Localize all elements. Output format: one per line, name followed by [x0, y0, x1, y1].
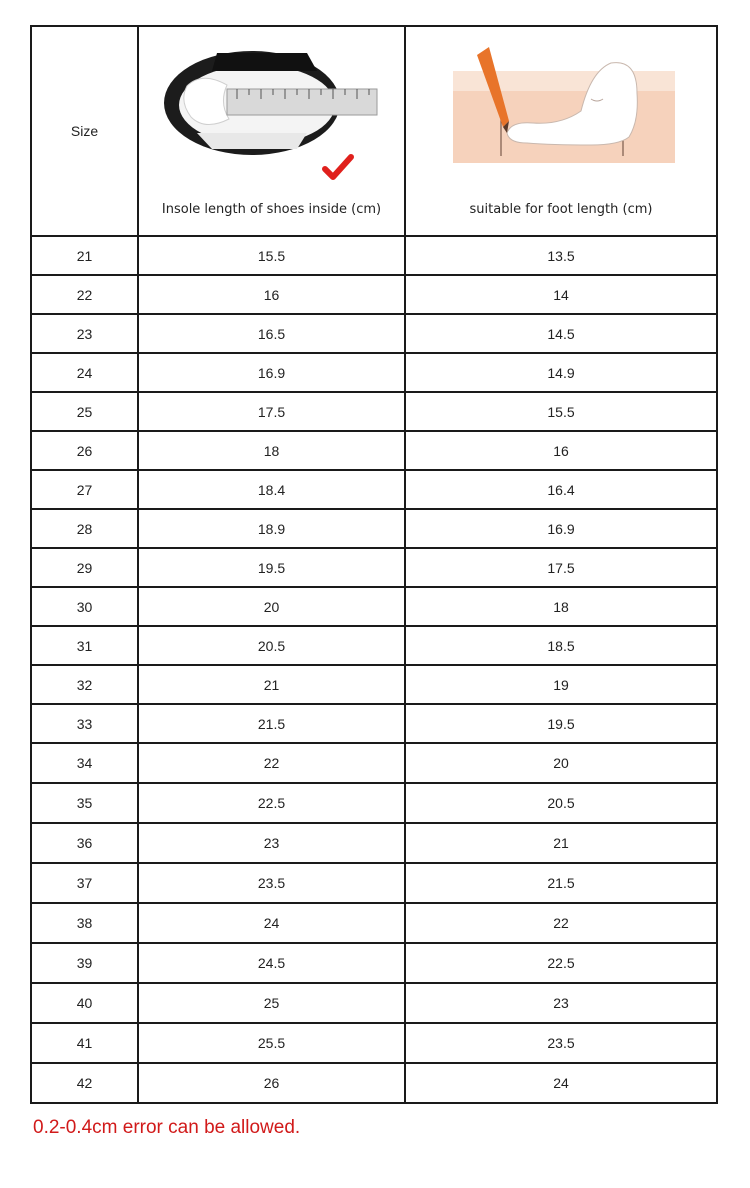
- cell-size: 28: [31, 509, 138, 548]
- cell-insole: 18.9: [138, 509, 405, 548]
- table-row: [31, 823, 717, 863]
- cell-foot: 20.5: [405, 783, 717, 823]
- table-row: [31, 903, 717, 943]
- cell-insole: 18: [138, 431, 405, 470]
- cell-insole: 15.5: [138, 236, 405, 275]
- tolerance-note: 0.2-0.4cm error can be allowed.: [33, 1117, 301, 1138]
- table-row: [31, 665, 717, 704]
- cell-foot: 18.5: [405, 626, 717, 665]
- cell-foot: 14.9: [405, 353, 717, 392]
- shoe-insole-measure-icon: [157, 41, 387, 191]
- cell-foot: 13.5: [405, 236, 717, 275]
- cell-size: 26: [31, 431, 138, 470]
- cell-insole: 22: [138, 743, 405, 783]
- cell-foot: 24: [405, 1063, 717, 1103]
- cell-size: 25: [31, 392, 138, 431]
- cell-size: 30: [31, 587, 138, 626]
- cell-insole: 20: [138, 587, 405, 626]
- cell-size: 31: [31, 626, 138, 665]
- cell-insole: 17.5: [138, 392, 405, 431]
- table-row: [31, 626, 717, 665]
- table-row: [31, 314, 717, 353]
- cell-size: 22: [31, 275, 138, 314]
- cell-size: 40: [31, 983, 138, 1023]
- header-row: [31, 26, 717, 236]
- cell-foot: 23: [405, 983, 717, 1023]
- check-mark-icon: [325, 157, 351, 177]
- cell-size: 42: [31, 1063, 138, 1103]
- cell-size: 27: [31, 470, 138, 509]
- cell-size: 37: [31, 863, 138, 903]
- cell-size: 24: [31, 353, 138, 392]
- table-row: [31, 704, 717, 743]
- foot-header-cell: [405, 26, 717, 236]
- cell-size: 32: [31, 665, 138, 704]
- table-row: [31, 431, 717, 470]
- cell-foot: 19.5: [405, 704, 717, 743]
- cell-size: 38: [31, 903, 138, 943]
- cell-size: 29: [31, 548, 138, 587]
- cell-insole: 22.5: [138, 783, 405, 823]
- cell-insole: 23: [138, 823, 405, 863]
- table-row: [31, 587, 717, 626]
- cell-foot: 14.5: [405, 314, 717, 353]
- cell-size: 34: [31, 743, 138, 783]
- cell-insole: 25.5: [138, 1023, 405, 1063]
- table-row: [31, 1063, 717, 1103]
- size-header: Size: [31, 26, 138, 236]
- size-chart-table: [30, 25, 718, 1104]
- table-row: [31, 783, 717, 823]
- cell-insole: 26: [138, 1063, 405, 1103]
- cell-foot: 21.5: [405, 863, 717, 903]
- cell-foot: 22: [405, 903, 717, 943]
- cell-size: 41: [31, 1023, 138, 1063]
- table-row: [31, 943, 717, 983]
- cell-size: 36: [31, 823, 138, 863]
- cell-foot: 15.5: [405, 392, 717, 431]
- cell-foot: 21: [405, 823, 717, 863]
- cell-foot: 16: [405, 431, 717, 470]
- cell-foot: 22.5: [405, 943, 717, 983]
- foot-header-label: suitable for foot length (cm): [469, 202, 653, 217]
- cell-foot: 19: [405, 665, 717, 704]
- table-row: [31, 353, 717, 392]
- table-row: [31, 509, 717, 548]
- table-row: [31, 275, 717, 314]
- cell-insole: 19.5: [138, 548, 405, 587]
- insole-header-cell: [138, 26, 405, 236]
- cell-insole: 16.9: [138, 353, 405, 392]
- table-row: [31, 743, 717, 783]
- cell-insole: 18.4: [138, 470, 405, 509]
- table-row: [31, 983, 717, 1023]
- table-row: [31, 1023, 717, 1063]
- cell-foot: 23.5: [405, 1023, 717, 1063]
- insole-header-label: Insole length of shoes inside (cm): [161, 202, 382, 217]
- cell-foot: 17.5: [405, 548, 717, 587]
- foot-measure-icon: [441, 41, 681, 171]
- cell-insole: 21.5: [138, 704, 405, 743]
- cell-foot: 18: [405, 587, 717, 626]
- cell-insole: 25: [138, 983, 405, 1023]
- cell-insole: 16: [138, 275, 405, 314]
- cell-insole: 20.5: [138, 626, 405, 665]
- cell-foot: 14: [405, 275, 717, 314]
- cell-insole: 24.5: [138, 943, 405, 983]
- cell-insole: 21: [138, 665, 405, 704]
- cell-insole: 23.5: [138, 863, 405, 903]
- cell-insole: 16.5: [138, 314, 405, 353]
- cell-insole: 24: [138, 903, 405, 943]
- cell-foot: 16.9: [405, 509, 717, 548]
- cell-foot: 20: [405, 743, 717, 783]
- cell-size: 21: [31, 236, 138, 275]
- table-row: [31, 236, 717, 275]
- table-row: [31, 863, 717, 903]
- cell-size: 39: [31, 943, 138, 983]
- table-row: [31, 548, 717, 587]
- cell-size: 23: [31, 314, 138, 353]
- cell-size: 33: [31, 704, 138, 743]
- cell-size: 35: [31, 783, 138, 823]
- table-row: [31, 392, 717, 431]
- table-row: [31, 470, 717, 509]
- cell-foot: 16.4: [405, 470, 717, 509]
